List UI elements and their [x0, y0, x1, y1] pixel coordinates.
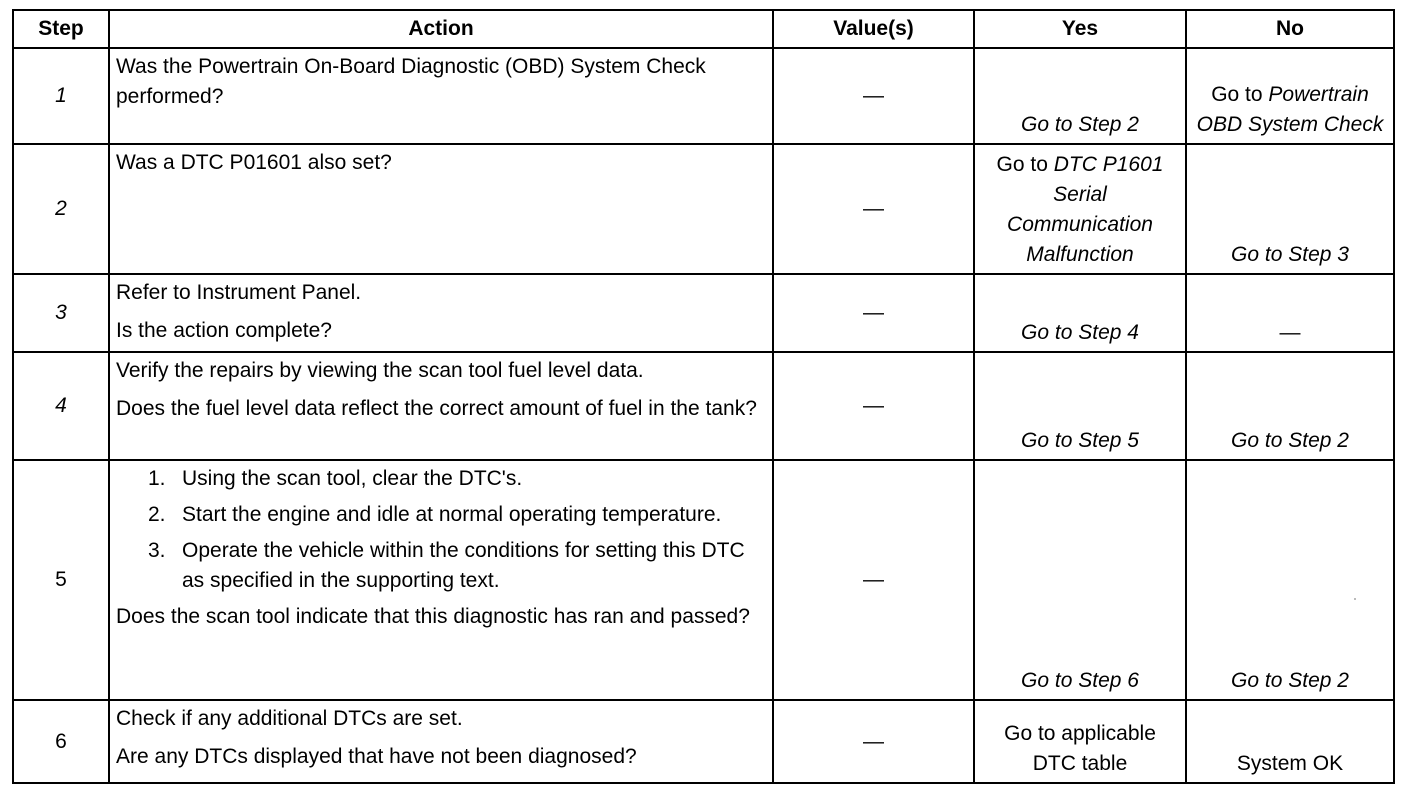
no-result: Go to Step 2 — [1186, 352, 1394, 460]
header-row — [13, 10, 1394, 48]
action-line: Verify the repairs by viewing the scan tool fuel level data. — [116, 359, 644, 382]
action-cell — [109, 700, 773, 783]
no-result: Go to Step 2 — [1186, 460, 1394, 700]
action-question: Does the scan tool indicate that this diagnostic has ran and passed? — [116, 605, 750, 628]
list-item — [116, 500, 766, 530]
value-cell: — — [773, 700, 974, 783]
yes-result: Go to Step 2 — [974, 48, 1186, 144]
action-cell — [109, 460, 773, 700]
header-step: Step — [13, 10, 109, 48]
table-row — [13, 274, 1394, 352]
table-row — [13, 460, 1394, 700]
yes-result: Go to Step 4 — [974, 274, 1186, 352]
yes-result: Go to Step 5 — [974, 352, 1186, 460]
action-line: Check if any additional DTCs are set. — [116, 707, 463, 730]
list-number: 1. — [148, 467, 166, 490]
value-cell: — — [773, 274, 974, 352]
procedure-list — [116, 464, 766, 596]
yes-result: Go to Step 6 — [974, 460, 1186, 700]
header-action: Action — [109, 10, 773, 48]
list-text: Operate the vehicle within the conditions for setting this DTC as specified in the supporting text. — [182, 539, 745, 592]
step-number: 6 — [13, 700, 109, 783]
list-item — [116, 464, 766, 494]
list-item — [116, 536, 766, 596]
action-cell — [109, 352, 773, 460]
value-cell: — — [773, 48, 974, 144]
no-result: System OK — [1186, 700, 1394, 783]
no-result: Go to Step 3 — [1186, 144, 1394, 274]
list-text: Start the engine and idle at normal operating temperature. — [182, 503, 722, 526]
value-cell: — — [773, 352, 974, 460]
list-number: 3. — [148, 539, 166, 562]
no-result-prefix: Go to — [1211, 83, 1269, 106]
action-question: Does the fuel level data reflect the correct amount of fuel in the tank? — [116, 397, 757, 420]
step-number: 5 — [13, 460, 109, 700]
yes-result-link: DTC P1601 Serial Communication Malfunction — [1007, 153, 1164, 266]
table-row — [13, 352, 1394, 460]
action-cell — [109, 274, 773, 352]
header-yes: Yes — [974, 10, 1186, 48]
step-number: 1 — [13, 48, 109, 144]
yes-result — [974, 144, 1186, 274]
step-number: 3 — [13, 274, 109, 352]
header-no: No — [1186, 10, 1394, 48]
action-question: Is the action complete? — [116, 319, 332, 342]
action-line: Refer to Instrument Panel. — [116, 281, 362, 304]
diagnostic-table — [12, 9, 1395, 784]
yes-result-prefix: Go to — [996, 153, 1054, 176]
value-cell: — — [773, 144, 974, 274]
action-text: Was a DTC P01601 also set? — [109, 144, 773, 274]
list-text: Using the scan tool, clear the DTC's. — [182, 467, 523, 490]
no-result: — — [1186, 274, 1394, 352]
no-result — [1186, 48, 1394, 144]
action-text: Was the Powertrain On-Board Diagnostic (OBD) System Check performed? — [109, 48, 773, 144]
step-number: 2 — [13, 144, 109, 274]
action-question: Are any DTCs displayed that have not been diagnosed? — [116, 745, 637, 768]
yes-result: Go to applicable DTC table — [974, 700, 1186, 783]
list-number: 2. — [148, 503, 166, 526]
no-result-link: Powertrain OBD System Check — [1196, 83, 1384, 136]
table-row — [13, 48, 1394, 144]
scan-speck — [1354, 598, 1356, 600]
header-values: Value(s) — [773, 10, 974, 48]
value-cell: — — [773, 460, 974, 700]
table-row — [13, 144, 1394, 274]
step-number: 4 — [13, 352, 109, 460]
table-row — [13, 700, 1394, 783]
